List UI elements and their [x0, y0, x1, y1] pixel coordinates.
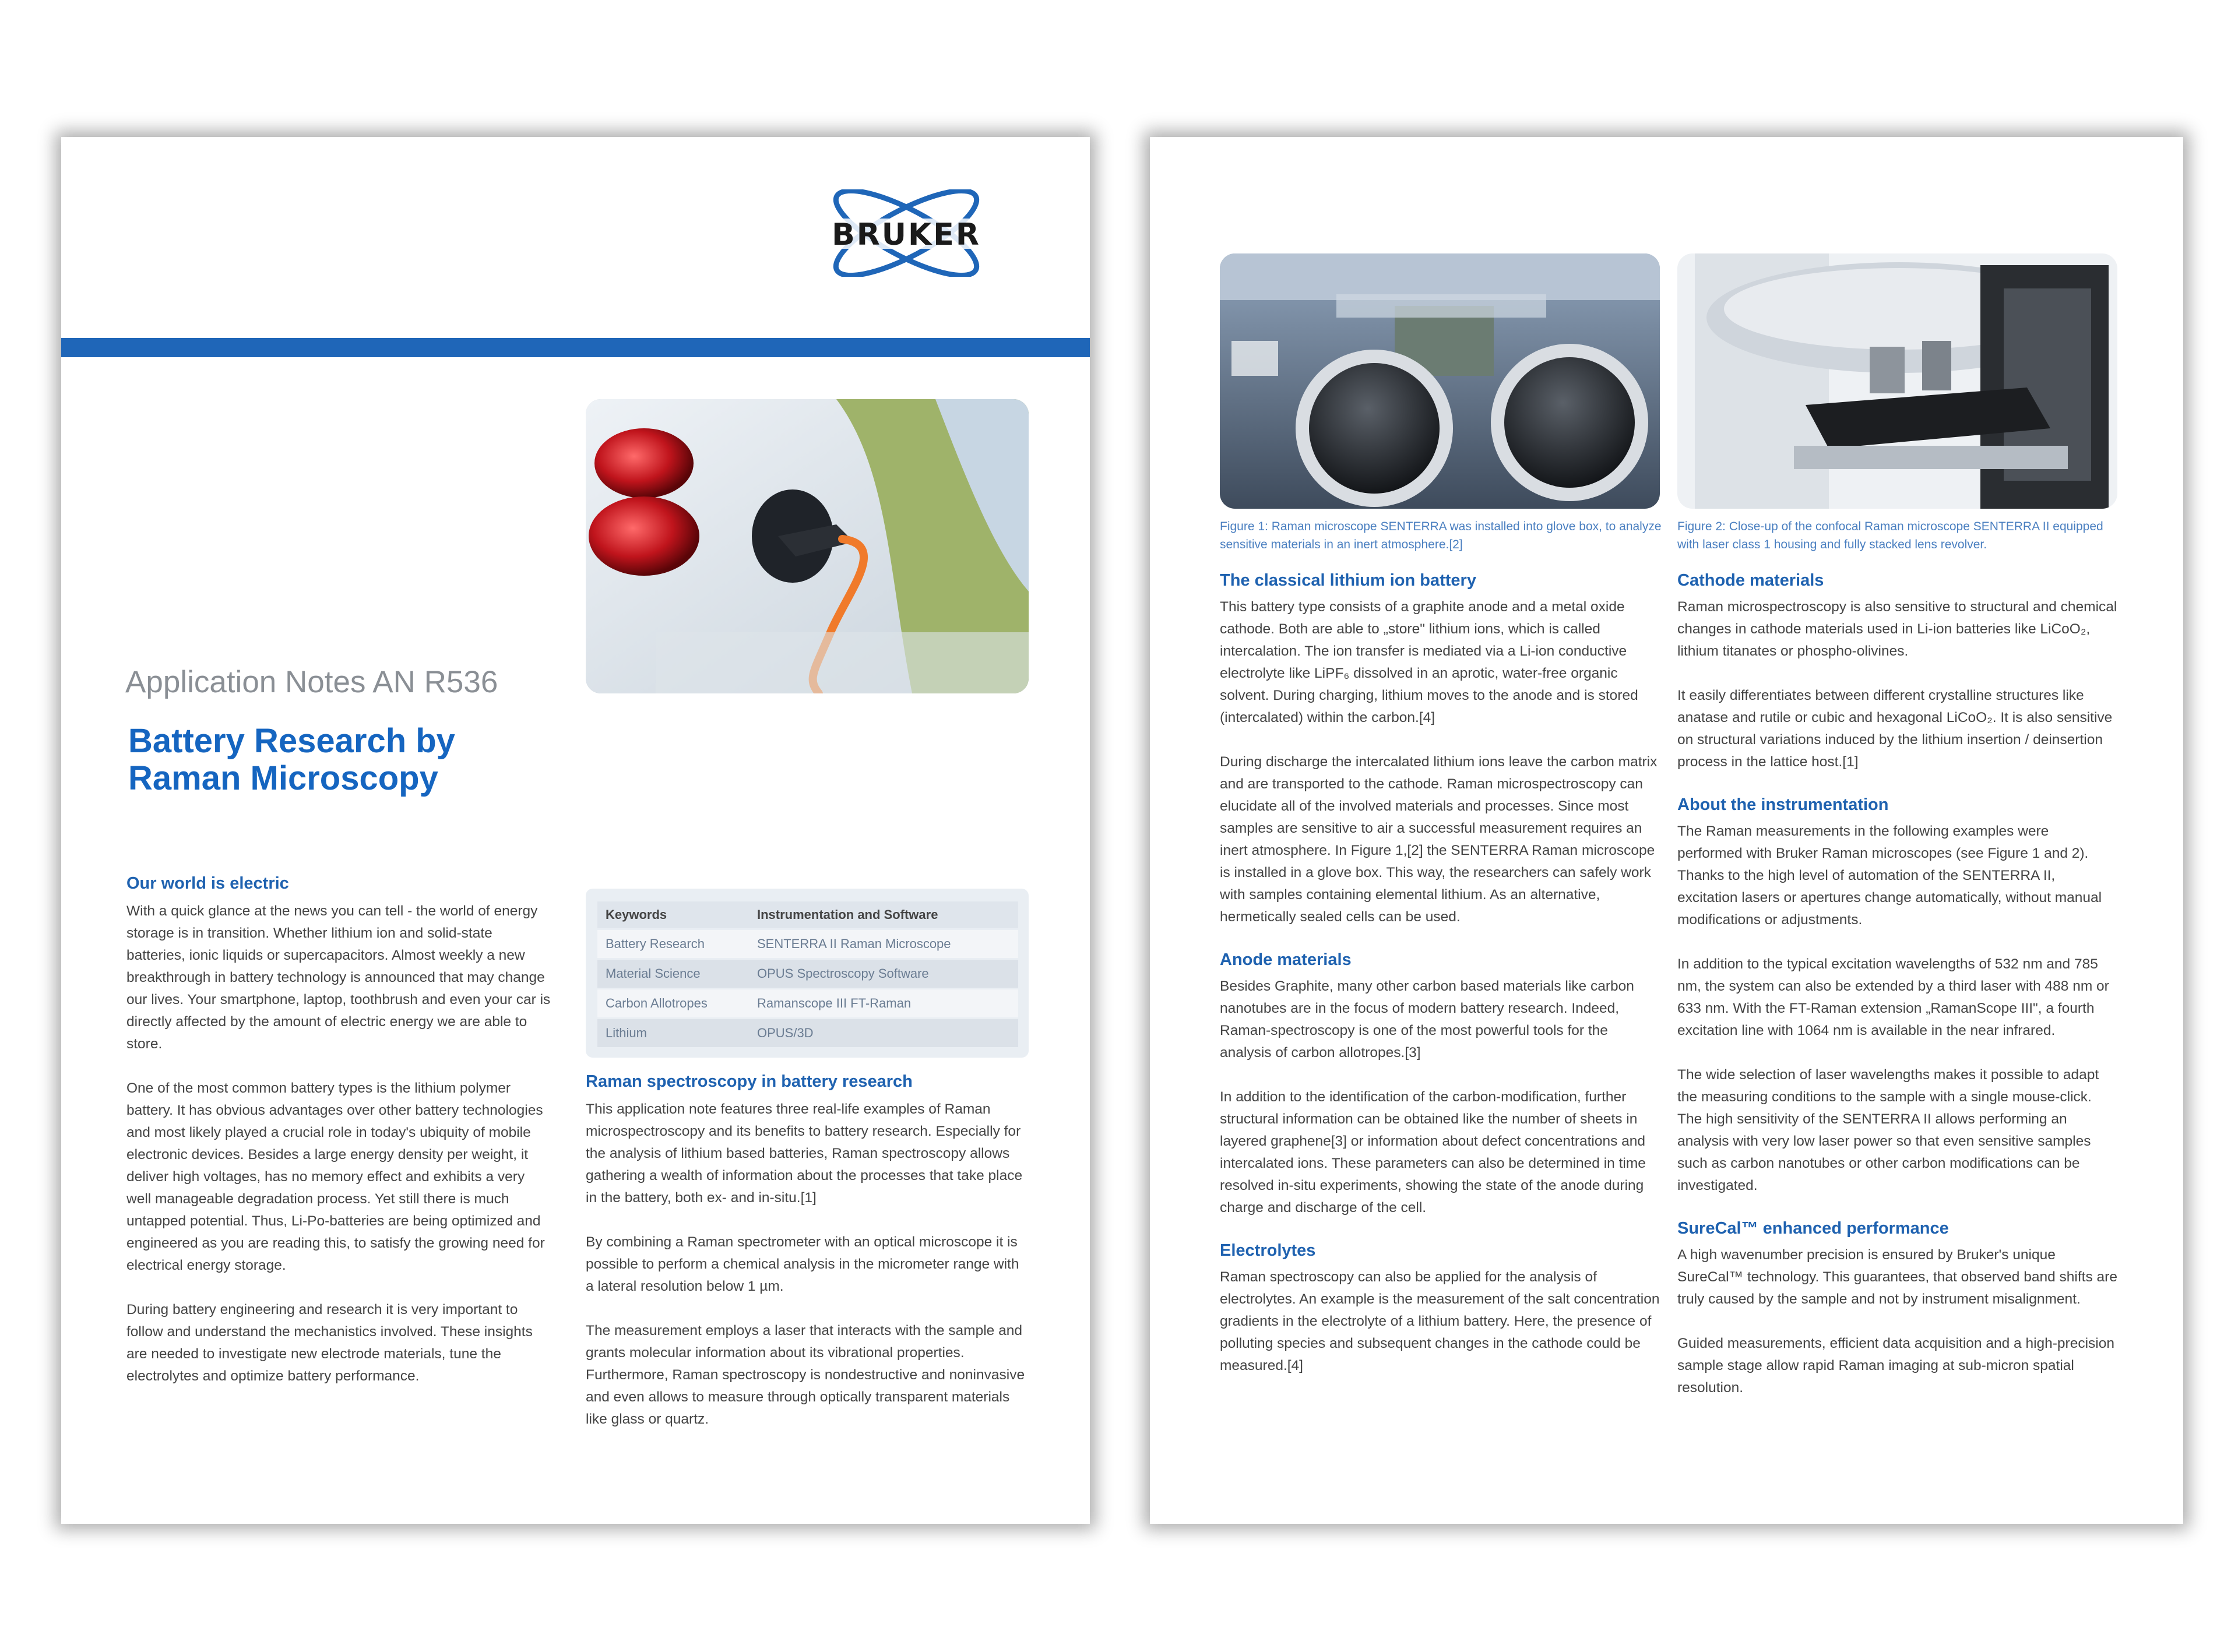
paragraph: Raman microspectroscopy is also sensitive to structural and chemical changes in cathode materials used in Li-ion batteries like LiCoO₂, lithium titanates or phospho-olivines.: [1677, 599, 2117, 659]
section-heading: Cathode materials: [1677, 571, 1824, 590]
paragraph: The Raman measurements in the following examples were performed with Bruker Raman microscopes (see Figure 1 and 2). Thanks to the high level of automation of the SENTERRA II, excitation lasers or apertures change automatically, without manual modifications or adjustments.: [1677, 823, 2102, 928]
table-cell: SENTERRA II Raman Microscope: [749, 929, 1018, 959]
paragraph: The measurement employs a laser that interacts with the sample and grants molecular information about its vibrational properties. Furthermore, Raman spectroscopy is nondestructive and noninvasive and even allows to measure through optically transparent materials like glass or quartz.: [586, 1323, 1025, 1427]
section-heading: Anode materials: [1220, 950, 1352, 969]
title-line-2: Raman Microscopy: [128, 759, 438, 797]
paragraph: A high wavenumber precision is ensured by Bruker's unique SureCal™ technology. This guarantees, that observed band shifts are truly caused by the sample and not by instrument misalignment.: [1677, 1247, 2117, 1307]
paragraph: In addition to the identification of the carbon-modification, further structural information can be obtained like the number of sheets in layered graphene[3] or information about defect concentrations and intercalated ions. These parameters can also be determined in time resolved in-situ experiments, showing the state of the anode during charge and discharge of the cell.: [1220, 1089, 1646, 1216]
table-cell: Material Science: [597, 959, 749, 989]
section-heading: Electrolytes: [1220, 1241, 1316, 1260]
document-title: [128, 723, 455, 797]
table-header: Instrumentation and Software: [749, 901, 1018, 929]
table-cell: Battery Research: [597, 929, 749, 959]
paragraph: With a quick glance at the news you can tell - the world of energy storage is in transition. Whether lithium ion and solid-state batteries, ionic liquids or supercapacitors. Almost weekly a new breakthrough in battery technology is announced that may change our lives. Your smartphone, laptop, toothbrush and even your car is directly affected by the amount of electric energy we are able to store.: [126, 903, 551, 1052]
paragraph: Besides Graphite, many other carbon based materials like carbon nanotubes are in the focus of modern battery research. Indeed, Raman-spectroscopy is one of the most powerful tools for the analysis of carbon allotropes.[3]: [1220, 978, 1634, 1061]
keywords-table: [597, 901, 1018, 1047]
paragraph: During battery engineering and research it is very important to follow and understand the mechanistics involved. These insights are needed to investigate new electrode materials, tune the electrolytes and optimize battery performance.: [126, 1302, 533, 1384]
brochure-page-1: [61, 137, 1090, 1524]
table-header: Keywords: [597, 901, 749, 929]
table-cell: OPUS/3D: [749, 1019, 1018, 1048]
paragraph: This application note features three real-life examples of Raman microspectroscopy and its benefits to battery research. Especially for the analysis of lithium based batteries, Raman spectroscopy allows gathering a wealth of information about the processes that take place in the battery, both ex- and in-situ.[1]: [586, 1101, 1023, 1206]
logo-text: BRUKER: [832, 217, 981, 252]
application-note-number: Application Notes AN R536: [125, 665, 498, 699]
paragraph: Raman spectroscopy can also be applied for the analysis of electrolytes. An example is the measurement of the salt concentration gradients in the electrolyte of a lithium battery. Here, the presence of polluting species and subsequent changes in the cathode could be measured.[4]: [1220, 1269, 1660, 1373]
paragraph: In addition to the typical excitation wavelengths of 532 nm and 785 nm, the system can also be extended by a third laser with 488 nm or 633 nm. With the FT-Raman extension „RamanScope III", a fourth excitation line with 1064 nm is available in the near infrared.: [1677, 956, 2109, 1038]
table-cell: OPUS Spectroscopy Software: [749, 959, 1018, 989]
ev-charging-photo: [586, 399, 1029, 693]
figure-2-caption: Figure 2: Close-up of the confocal Raman microscope SENTERRA II equipped with laser class 1 housing and fully stacked lens revolver.: [1677, 520, 2103, 551]
keywords-table-box: [586, 889, 1029, 1058]
table-cell: Lithium: [597, 1019, 749, 1048]
table-row: [597, 929, 1018, 959]
paragraph: One of the most common battery types is the lithium polymer battery. It has obvious advantages over other battery technologies and most likely played a crucial role in today's ubiquity of mobile electronic devices. Besides a large energy density per weight, it deliver high voltages, has no memory effect and exhibits a very well manageable degradation process. Yet still there is much untapped potential. Thus, Li-Po-batteries are being optimized and engineered as you are reading this, to satisfy the growing need for electrical energy storage.: [126, 1080, 545, 1273]
page2-left-column: [1220, 571, 1660, 1399]
paragraph: By combining a Raman spectrometer with an optical microscope it is possible to perform a chemical analysis in the micrometer range with a lateral resolution below 1 µm.: [586, 1234, 1019, 1294]
table-row: [597, 989, 1018, 1019]
section-heading: The classical lithium ion battery: [1220, 571, 1476, 590]
table-row: [597, 959, 1018, 989]
page2-right-column: [1677, 571, 2117, 1421]
header-blue-bar: [61, 338, 1090, 357]
brochure-page-2: [1150, 137, 2183, 1524]
paragraph: This battery type consists of a graphite anode and a metal oxide cathode. Both are able to „store" lithium ions, which is called intercalation. The ion transfer is mediated via a Li-ion conductive electrolyte like LiPF₆ dissolved in an aprotic, water-free organic solvent. During charging, lithium moves to the anode and is stored (intercalated) within the carbon.[4]: [1220, 599, 1638, 725]
paragraph: The wide selection of laser wavelengths makes it possible to adapt the measuring conditions to the sample with a single mouse-click. The high sensitivity of the SENTERRA II allows performing an analysis with very low laser power so that even sensitive samples such as carbon nanotubes or other carbon modifications can be investigated.: [1677, 1067, 2099, 1193]
glovebox-photo: [1220, 253, 1660, 509]
figure-1-caption: Figure 1: Raman microscope SENTERRA was installed into glove box, to analyze sensitive materials in an inert atmosphere.[2]: [1220, 520, 1662, 551]
section-heading: About the instrumentation: [1677, 795, 1889, 814]
paragraph: It easily differentiates between different crystalline structures like anatase and rutile or cubic and hexagonal LiCoO₂. It is also sensitive on structural variations induced by the lithium insertion / deinsertion process in the lattice host.[1]: [1677, 688, 2113, 770]
section-heading: SureCal™ enhanced performance: [1677, 1219, 1949, 1238]
microscope-photo: [1677, 253, 2117, 509]
section-heading: Raman spectroscopy in battery research: [586, 1072, 913, 1091]
table-row: [597, 1019, 1018, 1048]
table-cell: Carbon Allotropes: [597, 989, 749, 1019]
paragraph: During discharge the intercalated lithium ions leave the carbon matrix and are transported to the cathode. Raman microspectroscopy can elucidate all of the involved materials and processes. Since most samples are sensitive to air a successful measurement requires an inert atmosphere. In Figure 1,[2] the SENTERRA Raman microscope is installed in a glove box. This way, the researchers can safely work with samples containing elemental lithium. As an alternative, hermetically sealed cells can be used.: [1220, 754, 1658, 925]
section-our-world: [126, 874, 552, 1410]
paragraph: Guided measurements, efficient data acquisition and a high-precision sample stage allow rapid Raman imaging at sub-micron spatial resolution.: [1677, 1336, 2114, 1396]
section-raman-battery: [586, 1072, 1029, 1453]
table-cell: Ramanscope III FT-Raman: [749, 989, 1018, 1019]
title-line-1: Battery Research by: [128, 722, 455, 760]
bruker-logo: [813, 189, 1000, 277]
section-heading: Our world is electric: [126, 874, 289, 893]
